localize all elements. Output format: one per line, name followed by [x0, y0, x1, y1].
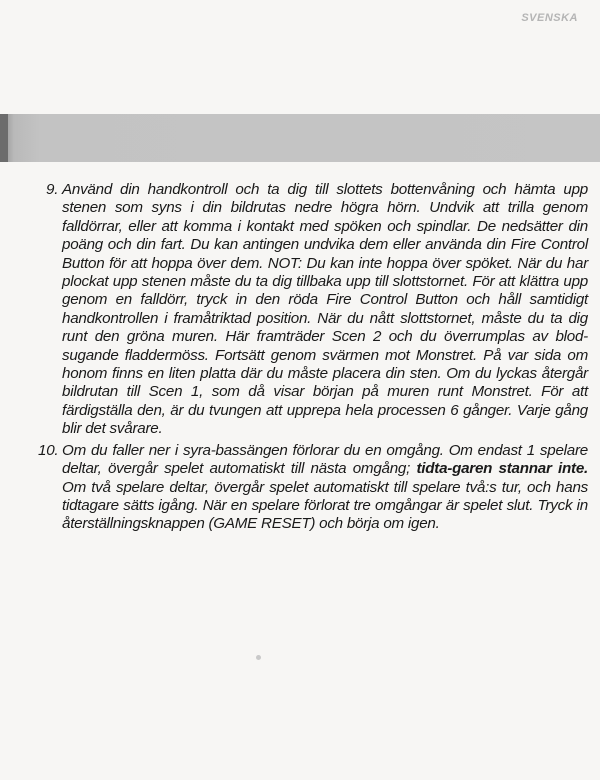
instructions-body	[38, 181, 588, 534]
item-text-bold: tidta-garen stannar inte.	[416, 460, 588, 478]
header-band-edge	[0, 114, 8, 162]
item-text-before: Om du faller ner i syra-bassängen förlorar du en omgång. Om endast 1 spelare deltar, övergår spelet automatiskt till nästa omgång;	[62, 441, 588, 478]
item-number: 10.	[38, 441, 59, 459]
language-label: SVENSKA	[521, 12, 578, 24]
instruction-item-10	[38, 441, 588, 534]
print-speck	[256, 655, 261, 660]
item-text: Använd din handkontroll och ta dig till slottets bottenvåning och hämta upp stenen som syns i din bildrutas nedre högra hörn. Undvik att trilla genom falldörrar, eller att komma i kontakt med spöken och spindlar. De nedsätter din poäng och din fart. Du kan antingen undvika dem eller använda din Fire Control Button för att hoppa över dem. NOT: Du kan inte hoppa över spöket. När du har plockat upp stenen måste du ta dig tillbaka upp till slottstornet. För att klättra upp genom en falldörr, tryck in den röda Fire Control Button och håll samtidigt handkontrollen i framåtriktad position. När du nått slottstornet, måste du ta dig runt den gröna muren. Här framträder Scen 2 och du överrumplas av blod-sugande fladdermöss. Fortsätt genom svärmen mot Monstret. På var sida om honom finns en liten platta där du måste placera din sten. Om du lyckas återgår bildrutan till Scen 1, som då visar början på muren runt Monstret. För att färdigställa den, är du tvungen att upprepa hela processen 6 gånger. Varje gång blir det svårare.	[62, 181, 588, 438]
item-text-after: Om två spelare deltar, övergår spelet automatiskt till spelare två:s tur, och hans tidtagare sätts igång. När en spelare förlorat tre omgångar är spelet slut. Tryck in återställningsknappen (GAME RESET) och börja om igen.	[62, 478, 588, 533]
header-band	[0, 114, 600, 162]
item-number: 9.	[46, 181, 59, 198]
instruction-item-9	[42, 181, 588, 439]
